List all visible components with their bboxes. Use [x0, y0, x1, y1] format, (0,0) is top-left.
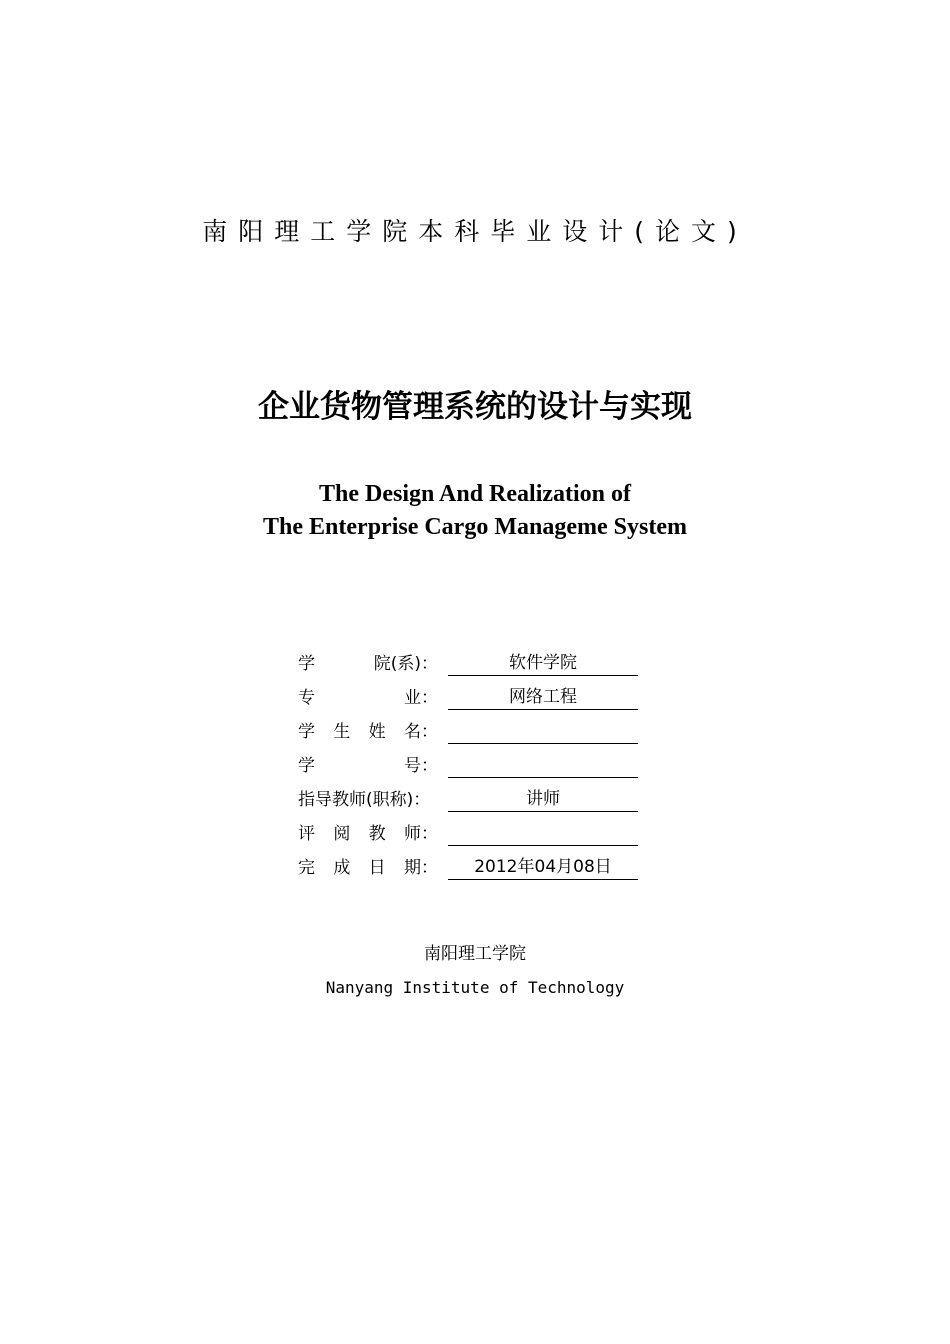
school-header: 南阳理工学院本科毕业设计(论文): [202, 217, 748, 246]
info-label-student-id: 学 号：: [298, 756, 438, 776]
info-row-advisor: [298, 784, 658, 818]
info-row-college: [298, 648, 658, 682]
info-value-completion-date: 2012年04月08日: [448, 855, 638, 880]
info-value-reviewer: [448, 821, 638, 846]
info-value-college: 软件学院: [448, 651, 638, 676]
info-value-advisor: 讲师: [448, 787, 638, 812]
info-label-student-name: 学 生 姓 名：: [298, 722, 438, 742]
info-row-student-name: [298, 716, 658, 750]
info-label-completion-date: 完 成 日 期：: [298, 858, 438, 878]
info-value-major: 网络工程: [448, 685, 638, 710]
info-label-major: 专 业：: [298, 688, 438, 708]
info-row-reviewer: [298, 818, 658, 852]
info-label-advisor: 指导教师(职称)：: [298, 790, 431, 810]
thesis-title-english-line-1: The Design And Realization of: [318, 481, 632, 507]
info-row-completion-date: [298, 852, 658, 886]
info-value-student-name: [448, 719, 638, 744]
info-value-student-id: [448, 753, 638, 778]
info-label-reviewer: 评 阅 教 师：: [298, 824, 438, 844]
student-info-table: [298, 648, 658, 886]
institution-name-chinese: 南阳理工学院: [424, 944, 526, 964]
institution-name-english: Nanyang Institute of Technology: [325, 978, 625, 997]
info-row-major: [298, 682, 658, 716]
thesis-title-chinese: 企业货物管理系统的设计与实现: [258, 389, 692, 425]
info-row-student-id: [298, 750, 658, 784]
thesis-title-english-line-2: The Enterprise Cargo Manageme System: [263, 514, 687, 540]
info-label-college: 学 院(系)：: [298, 654, 438, 674]
thesis-title-english: [0, 478, 950, 544]
